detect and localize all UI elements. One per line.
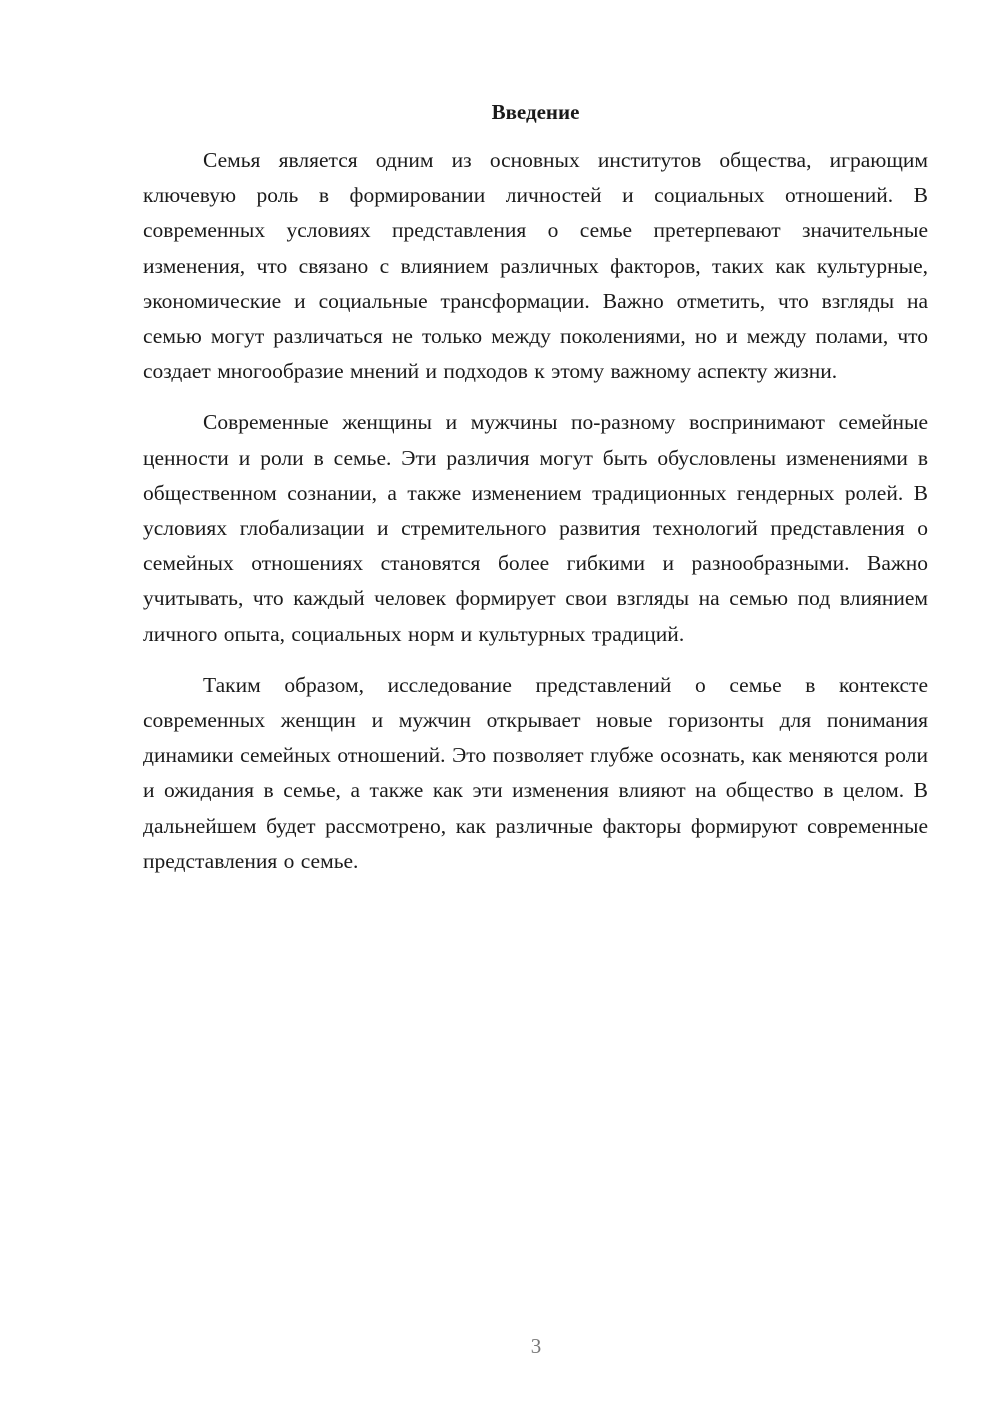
paragraph-3: Таким образом, исследование представлений о семье в контексте современных женщин и мужчин открывает новые горизонты для понимания динамики семейных отношений. Это позволяет глубже осознать, как меняются роли и ожидания в семье, а также как эти изменения влияют на общество в целом. В дальнейшем будет рассмотрено, как различные факторы формируют современные представления о семье. <box>143 672 928 873</box>
body-text <box>143 143 928 879</box>
paragraph-1: Семья является одним из основных институтов общества, играющим ключевую роль в формировании личностей и социальных отношений. В современных условиях представления о семье претерпевают значительные изменения, что связано с влиянием различных факторов, таких как культурные, экономические и социальные трансформации. Важно отметить, что взгляды на семью могут различаться не только между поколениями, но и между полами, что создает многообразие мнений и подходов к этому важному аспекту жизни. <box>143 148 928 384</box>
page-number: 3 <box>530 1334 542 1358</box>
section-title: Введение <box>491 100 580 124</box>
paragraph-2: Современные женщины и мужчины по-разному воспринимают семейные ценности и роли в семье. Эти различия могут быть обусловлены изменениями в общественном сознании, а также изменением традиционных гендерных ролей. В условиях глобализации и стремительного развития технологий представления о семейных отношениях становятся более гибкими и разнообразными. Важно учитывать, что каждый человек формирует свои взгляды на семью под влиянием личного опыта, социальных норм и культурных традиций. <box>143 410 928 646</box>
